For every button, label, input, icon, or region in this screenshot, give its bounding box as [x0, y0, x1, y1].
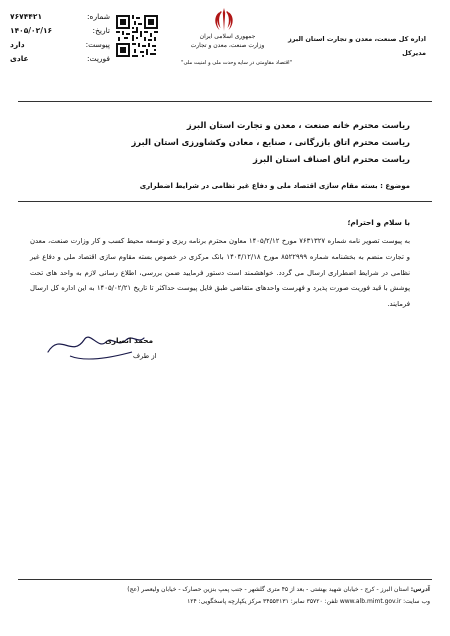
- organization-role: مدیرکل: [402, 49, 426, 57]
- footer-address-line: [30, 584, 430, 596]
- meta-date-row: [10, 24, 110, 38]
- greeting-text: با سلام و احترام؛: [347, 218, 410, 227]
- organization-name: اداره کل صنعت، معدن و تجارت استان البرز: [288, 35, 426, 43]
- recipient-line: ریاست محترم اتاق بازرگانی ، صنایع ، معادن وکشاورزی استان البرز: [131, 137, 410, 147]
- letter-meta: [10, 10, 110, 66]
- meta-attachment-label: پیوست:: [85, 40, 110, 49]
- recipient-line: ریاست محترم اتاق اصناف استان البرز: [253, 154, 410, 164]
- meta-date-label: تاریخ:: [92, 26, 110, 35]
- meta-priority-value: عادی: [10, 54, 29, 63]
- footer-divider: [18, 579, 432, 580]
- header-divider: [18, 101, 432, 102]
- meta-priority-label: فوریت:: [86, 54, 110, 63]
- recipient-line: ریاست محترم خانه صنعت ، معدن و تجارت استان البرز: [186, 120, 410, 130]
- ministry-title: [180, 32, 275, 50]
- ministry-line-2: وزارت صنعت، معدن و تجارت: [190, 42, 265, 49]
- letter-subject: موضوع : بسته مقام سازی اقتصاد ملی و دفاع غیر نظامی در شرایط اضطراری: [139, 182, 410, 190]
- iran-emblem-icon: [213, 7, 235, 33]
- meta-date-value: ۱۴۰۵/۰۲/۱۶: [10, 26, 53, 35]
- slogan-text: "اقتصاد مقاومتی در سایه وحدت ملی و امنیت ملی": [181, 60, 292, 66]
- meta-number-value: ۷۶۷۴۴۲۱: [10, 12, 43, 21]
- qr-code-icon: [116, 15, 158, 57]
- recipients-block: [30, 117, 410, 168]
- meta-number-label: شماره:: [87, 12, 110, 21]
- signer-name: محمد انصاری: [105, 336, 154, 345]
- footer-contact: وب سایت: www.alb.mimt.gov.ir تلفن: ۳۵۷۲۰ نمابر: ۳۴۵۵۳۱۳۱ مرکز یکپارچه پاسخگویی: ۱۲۴: [187, 598, 430, 605]
- ministry-line-1: جمهوری اسلامی ایران: [199, 33, 256, 40]
- letter-footer: [30, 584, 430, 608]
- meta-number-row: [10, 10, 110, 24]
- footer-address: استان البرز - کرج - خیابان شهید بهشتی - بعد از ۴۵ متری گلشهر - جنب پمپ بنزین حصارک - خیابان ولیعصر (عج): [127, 586, 409, 593]
- organization-header: [276, 32, 426, 60]
- letter-body: به پیوست تصویر نامه شماره ۷۶۳۱۳۲۷ مورخ ۱۴۰۵/۲/۱۲ معاون محترم برنامه ریزی و توسعه محیط کسب و کار وزارت صنعت، معدن و تجارت منضم به بخشنامه شماره ۸۵۲۲۹۹۹ مورخ ۱۴۰۴/۱۲/۱۸ بانک مرکزی در خصوص بسته مقاوم سازی اقتصاد ملی و دفاع غیر نظامی در شرایط اضطراری ارسال می گردد. خواهشمند است دستور فرمایید ضمن بررسی، اطلاع رسانی لازم به واحد های تحت پوشش با قید فوریت صورت پذیرد و فهرست واحدهای متقاضی طبق فایل پیوست حداکثر تا تاریخ ۱۴۰۵/۰۲/۲۱ به این اداره کل ارسال فرمایند.: [30, 237, 411, 309]
- subject-divider: [18, 201, 432, 202]
- footer-address-label: آدرس:: [410, 586, 430, 593]
- signer-on-behalf: از طرف: [133, 352, 157, 360]
- meta-priority-row: [10, 52, 110, 66]
- meta-attachment-row: [10, 38, 110, 52]
- meta-attachment-value: دارد: [10, 40, 25, 49]
